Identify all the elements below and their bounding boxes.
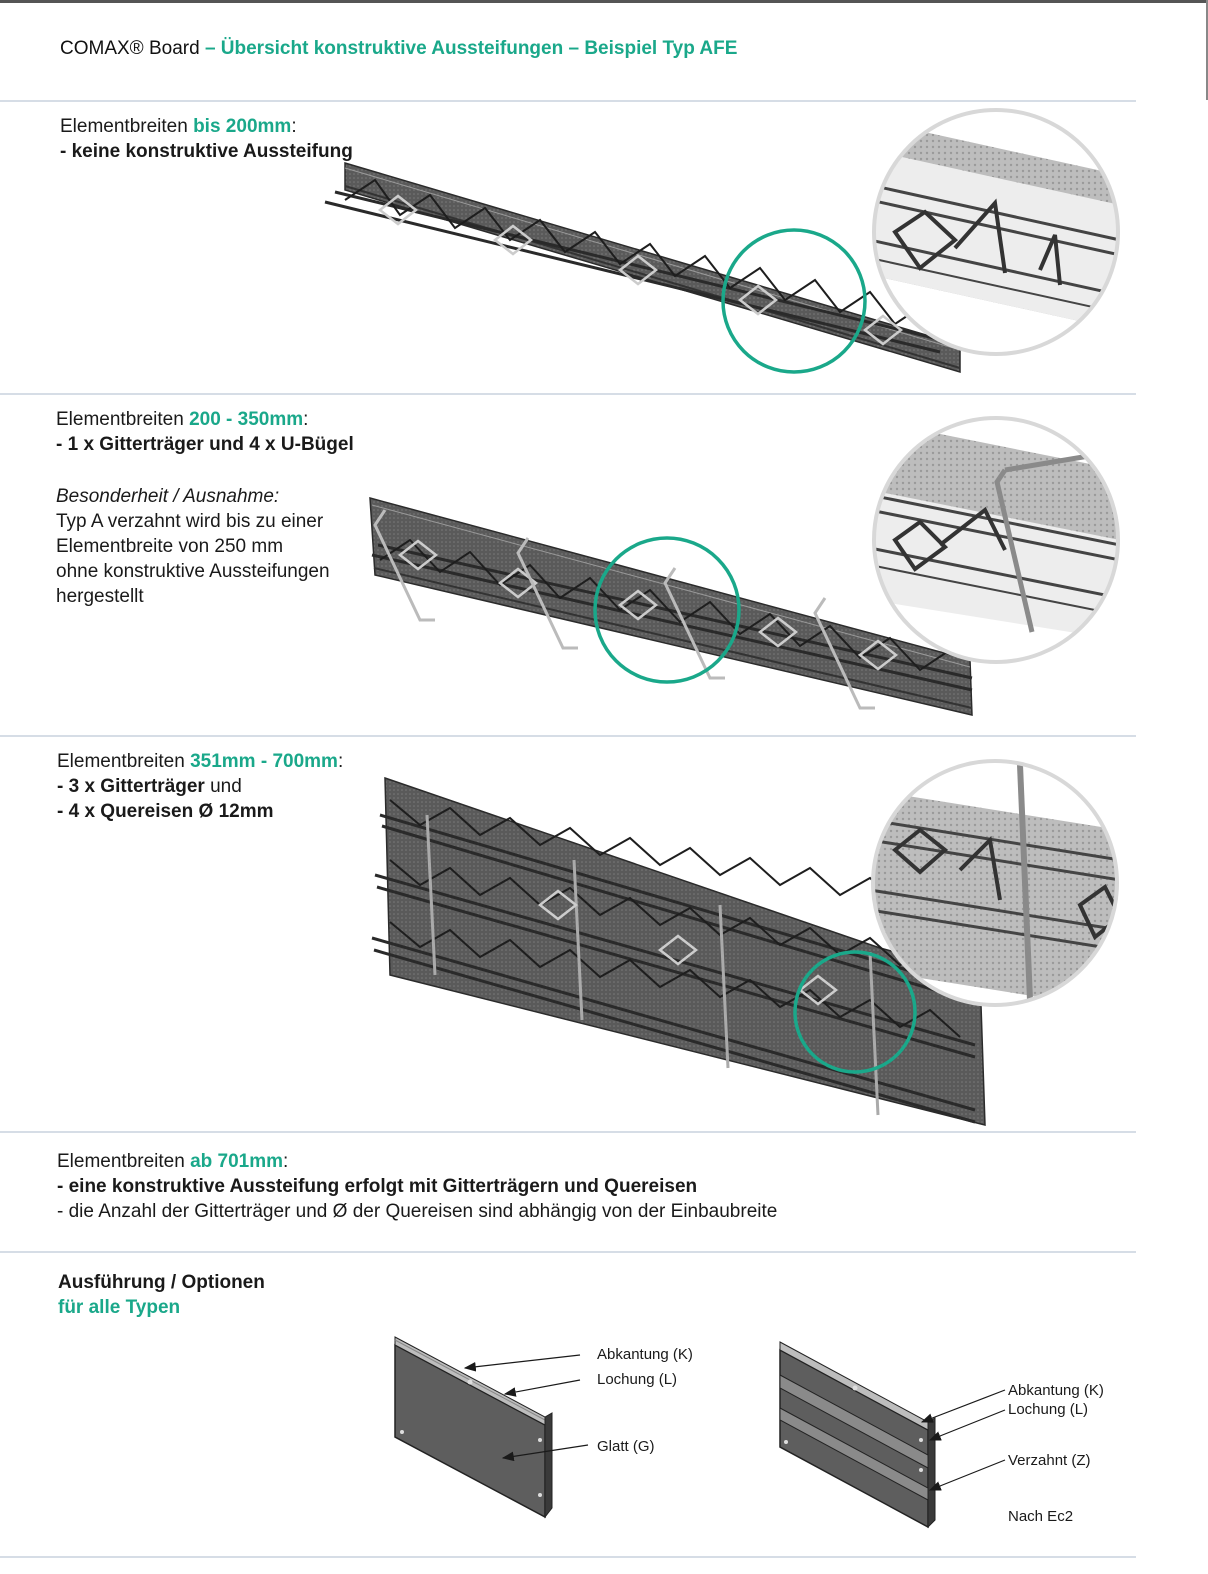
section-4-suffix: : [283,1151,289,1172]
section-1-prefix: Elementbreiten [60,116,194,137]
section-3-line2: - 4 x Quereisen Ø 12mm [57,801,274,822]
section-3-suffix: : [337,751,344,772]
section-4-line1: - eine konstruktive Aussteifung erfolgt mit Gitterträgern und Quereisen [57,1176,698,1197]
brand-title: COMAX® Board [60,38,200,59]
note-line: ohne konstruktive Aussteifungen [56,561,330,582]
label-abkantung-left: Abkantung (K) [597,1346,693,1363]
label-glatt: Glatt (G) [597,1438,655,1455]
section-4-line2: - die Anzahl der Gitterträger und Ø der Quereisen sind abhängig von der Einbaubreite [57,1201,778,1222]
options-subtitle: für alle Typen [58,1297,181,1318]
section-3-line1-rest: und [204,776,242,797]
label-footnote: Nach Ec2 [1008,1508,1074,1525]
section-4-prefix: Elementbreiten [57,1151,191,1172]
section-1-line: - keine konstruktive Aussteifung [60,141,353,162]
note-line: Typ A verzahnt wird bis zu einer [56,511,324,532]
note-title: Besonderheit / Ausnahme: [56,486,280,507]
label-lochung-left: Lochung (L) [597,1371,678,1388]
panel-verzahnt [780,1342,935,1527]
section-2-suffix: : [303,409,309,430]
section-1-range: bis 200mm [193,116,292,137]
section-3-line1-bold: - 3 x Gitterträger [57,776,205,797]
section-2-range: 200 - 350mm [189,409,304,430]
single-lattice-board [325,163,960,372]
label-lochung-right: Lochung (L) [1008,1401,1089,1418]
panel-glatt [395,1337,552,1517]
note-line: Elementbreite von 250 mm [56,536,284,557]
label-verzahnt: Verzahnt (Z) [1008,1452,1091,1469]
note-line: hergestellt [56,586,144,607]
section-1-suffix: : [291,116,297,137]
options-title: Ausführung / Optionen [58,1272,265,1293]
section-2-prefix: Elementbreiten [56,409,190,430]
section-3-range: 351mm - 700mm [190,751,338,772]
section-3-prefix: Elementbreiten [57,751,191,772]
section-4-range: ab 701mm [190,1151,284,1172]
label-abkantung-right: Abkantung (K) [1008,1382,1104,1399]
page-subtitle: – Übersicht konstruktive Aussteifungen – Beispiel Typ AFE [204,38,738,59]
section-2-line: - 1 x Gitterträger und 4 x U-Bügel [56,434,354,455]
